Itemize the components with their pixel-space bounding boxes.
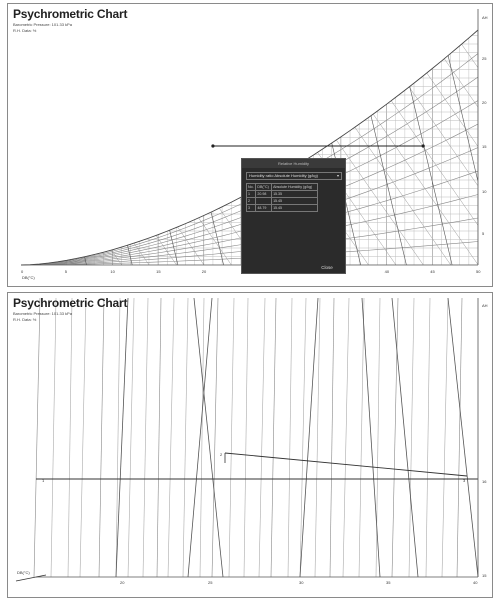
bottom-chart-title: Psychrometric Chart: [13, 296, 128, 310]
dry-bulb-gridline: [288, 298, 292, 577]
cell: 48.79: [256, 205, 272, 212]
dry-bulb-gridline: [143, 298, 148, 577]
right-tick-label: 15: [482, 573, 487, 578]
dry-bulb-gridline: [457, 298, 462, 577]
dropdown-label: Humidity ratio: [249, 173, 274, 178]
col-header-db: DB(°C): [256, 184, 272, 191]
right-tick-label: 10: [482, 189, 487, 194]
wet-bulb-line: [8, 4, 177, 287]
wet-bulb-line: [451, 4, 493, 287]
specific-volume-line: [21, 4, 96, 287]
axis-stub: [16, 575, 46, 581]
cell: 2: [247, 198, 256, 205]
col-header-no: No.: [247, 184, 256, 191]
right-tick-label: 5: [482, 231, 485, 236]
dry-bulb-gridline: [259, 298, 265, 577]
wet-bulb-line: [12, 4, 232, 287]
right-tick-label: 16: [482, 479, 487, 484]
x-tick-label: 20: [201, 269, 207, 274]
x-tick-label: 10: [110, 269, 115, 274]
x-tick-label: 5: [64, 269, 67, 274]
right-axis-label: AH: [482, 303, 488, 308]
point-label: 1: [42, 478, 45, 483]
cell: 15.35: [272, 191, 318, 198]
dry-bulb-gridline: [183, 298, 188, 577]
x-tick-label: 15: [156, 269, 161, 274]
humidity-dropdown[interactable]: [246, 172, 342, 180]
table-row[interactable]: [247, 191, 318, 198]
dialog-title: Relative Humidity: [242, 159, 345, 168]
x-tick-label: 0: [21, 269, 24, 274]
bottom-chart-barometric: Barometric Pressure: 101.33 kPa: [13, 311, 72, 316]
right-axis-label: AH: [482, 15, 488, 20]
dry-bulb-gridline: [376, 298, 380, 577]
cell: 3: [247, 205, 256, 212]
x-tick-label: 40: [384, 269, 390, 274]
dry-bulb-gridline: [330, 298, 334, 577]
dry-bulb-gridline: [343, 298, 349, 577]
x-tick-label: 25: [208, 580, 213, 585]
top-psychrometric-chart[interactable]: [7, 3, 493, 287]
dry-bulb-gridline: [392, 298, 398, 577]
psychrometric-line: [448, 298, 478, 577]
dry-bulb-gridline: [409, 298, 414, 577]
dry-bulb-gridline: [271, 298, 276, 577]
dry-bulb-gridline: [68, 298, 72, 577]
dropdown-value: Absolute Humidity (g/kg): [274, 173, 318, 178]
dry-bulb-gridline: [212, 298, 218, 577]
cell: [256, 198, 272, 205]
point-label: 2: [220, 452, 223, 457]
dry-bulb-gridline: [128, 298, 134, 577]
dry-bulb-gridline: [34, 298, 40, 577]
dry-bulb-gridline: [359, 298, 364, 577]
cell: 20.98: [256, 191, 272, 198]
process-point: [422, 144, 425, 147]
point-label: 3: [463, 478, 466, 483]
dry-bulb-gridline: [99, 298, 104, 577]
psychrometric-line: [362, 298, 380, 577]
dry-bulb-gridline: [168, 298, 174, 577]
right-tick-label: 25: [482, 56, 487, 61]
dry-bulb-gridline: [51, 298, 56, 577]
dry-bulb-gridline: [442, 298, 448, 577]
bottom-psychrometric-chart[interactable]: [7, 292, 493, 598]
dry-bulb-gridline: [315, 298, 320, 577]
x-axis-label: DB(°C): [17, 570, 30, 575]
table-header-row: [247, 184, 318, 191]
table-row[interactable]: [247, 198, 318, 205]
x-axis-label: DB(°C): [22, 275, 35, 280]
top-chart-barometric: Barometric Pressure: 101.33 kPa: [13, 22, 72, 27]
points-table: [246, 183, 318, 212]
right-tick-label: 15: [482, 144, 487, 149]
humidity-dialog[interactable]: [241, 158, 346, 274]
x-tick-label: 30: [299, 580, 304, 585]
close-button[interactable]: Close: [321, 265, 333, 270]
dry-bulb-gridline: [229, 298, 234, 577]
dry-bulb-gridline: [200, 298, 204, 577]
wet-bulb-line: [8, 4, 204, 287]
table-row[interactable]: [247, 205, 318, 212]
dry-bulb-gridline: [426, 298, 430, 577]
x-tick-label: 20: [120, 580, 125, 585]
dry-bulb-gridline: [80, 298, 86, 577]
col-header-ah: Absolute Humidity (g/kg): [272, 184, 318, 191]
x-tick-label: 35: [386, 580, 391, 585]
specific-volume-line: [8, 4, 50, 287]
top-chart-title: Psychrometric Chart: [13, 7, 128, 21]
cell: 15.45: [272, 205, 318, 212]
bottom-chart-canvas[interactable]: [8, 293, 493, 598]
top-chart-subtitle: R.H. Data: %: [13, 28, 37, 33]
right-tick-label: 20: [482, 100, 487, 105]
dry-bulb-gridline: [157, 298, 161, 577]
chevron-down-icon[interactable]: ▾: [336, 173, 339, 178]
dry-bulb-gridline: [244, 298, 248, 577]
x-tick-label: 50: [476, 269, 481, 274]
process-point: [211, 144, 214, 147]
cell: 1: [247, 191, 256, 198]
bottom-chart-subtitle: R.H. Data: %: [13, 317, 37, 322]
x-tick-label: 45: [430, 269, 435, 274]
x-tick-label: 40: [473, 580, 478, 585]
psychrometric-line: [392, 298, 418, 577]
cell: 15.45: [272, 198, 318, 205]
